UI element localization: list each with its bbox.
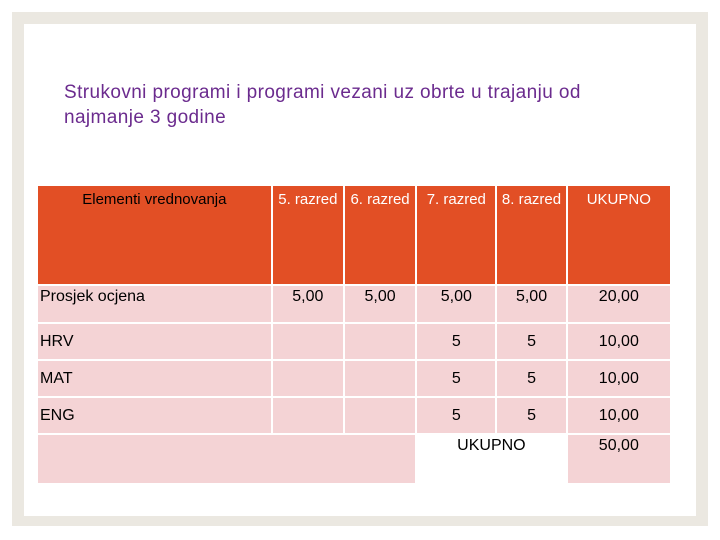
cell-grade-5	[273, 324, 343, 359]
header-grade-8: 8. razred	[497, 186, 565, 284]
table-row	[38, 361, 670, 396]
cell-total: 10,00	[568, 398, 670, 433]
cell-grade-6: 5,00	[345, 286, 415, 322]
row-label: MAT	[38, 361, 271, 396]
cell-grade-7: 5	[417, 398, 495, 433]
cell-grade-8: 5,00	[497, 286, 565, 322]
cell-grade-5	[273, 361, 343, 396]
cell-grade-7: 5,00	[417, 286, 495, 322]
header-row	[38, 186, 670, 284]
slide-title: Strukovni programi i programi vezani uz obrte u trajanju od najmanje 3 godine	[64, 82, 581, 128]
row-label: Prosjek ocjena	[38, 286, 271, 322]
cell-grade-8: 5	[497, 324, 565, 359]
cell-grade-5	[273, 398, 343, 433]
cell-total: 10,00	[568, 324, 670, 359]
cell-grade-5: 5,00	[273, 286, 343, 322]
cell-total: 10,00	[568, 361, 670, 396]
grand-total: 50,00	[568, 435, 670, 483]
row-label: HRV	[38, 324, 271, 359]
table-row	[38, 324, 670, 359]
cell-grade-6	[345, 398, 415, 433]
cell-grade-8: 5	[497, 398, 565, 433]
total-row-blank	[38, 435, 415, 483]
header-grade-6: 6. razred	[345, 186, 415, 284]
header-grade-7: 7. razred	[417, 186, 495, 284]
grades-table	[36, 184, 672, 485]
row-label: ENG	[38, 398, 271, 433]
total-row	[38, 435, 670, 483]
total-label: UKUPNO	[417, 435, 565, 483]
header-grade-5: 5. razred	[273, 186, 343, 284]
cell-grade-7: 5	[417, 361, 495, 396]
cell-total: 20,00	[568, 286, 670, 322]
slide	[24, 24, 696, 516]
table-row	[38, 286, 670, 322]
cell-grade-6	[345, 324, 415, 359]
cell-grade-7: 5	[417, 324, 495, 359]
cell-grade-6	[345, 361, 415, 396]
header-total: UKUPNO	[568, 186, 670, 284]
table-row	[38, 398, 670, 433]
header-elements: Elementi vrednovanja	[38, 186, 271, 284]
cell-grade-8: 5	[497, 361, 565, 396]
